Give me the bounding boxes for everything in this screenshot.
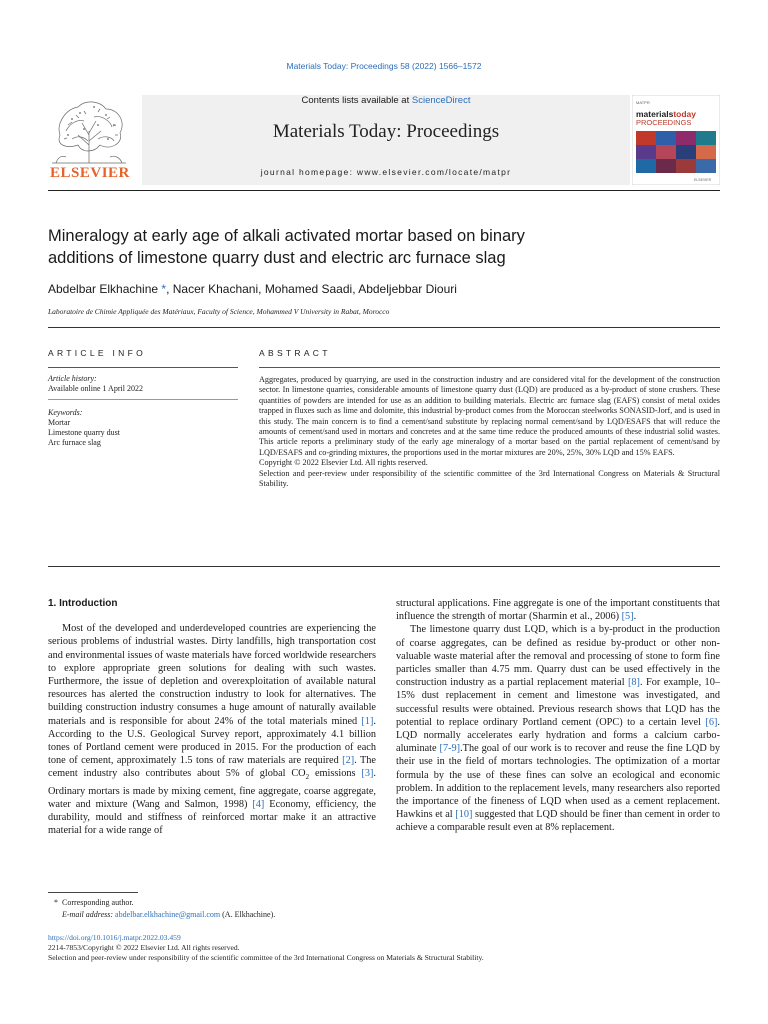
elsevier-tree-icon <box>48 95 130 165</box>
abstract-text: Aggregates, produced by quarrying, are used in the construction industry and are considered vital for the development of the construction sector. In limestone quarries, considerable amounts of limestone quarry dust (LQD) are produced as a by-product of stone crushers. These quantities of powders are intended for use as an addition to building materials. Electric arc furnace slag (EAFS) consist of metal oxides trapped in fluxes such as lime and dolomite, this industrial by-product comes from the Moroccan steelworks SONASID-Jorf, and is used in this study. The main concern is to find a cement/sand substitute by replacing normal cement/sand by LQD/ESAFS that will reduce the amounts of cement/sand used in mortars and concretes and at the same time reduce the produced amounts of these industrial solid wastes. This article reports a preliminary study of the early age mineralogy of a mortar based on the partial replacement of cement/sand by LQD/ESAFS and co-grinding mixtures, the proportions used in the mortar mixtures are 20%, 25%, 30% LQD and 15% EAFS. <box>259 375 720 457</box>
sciencedirect-link[interactable]: ScienceDirect <box>411 95 471 106</box>
header-rule <box>48 190 720 191</box>
keywords-label: Keywords: <box>48 408 83 417</box>
history-value: Available online 1 April 2022 <box>48 384 143 393</box>
section-heading-introduction: 1. Introduction <box>48 598 118 609</box>
reference-link[interactable]: [6] <box>705 716 718 728</box>
keywords-block <box>48 408 238 448</box>
bottom-matter <box>48 933 720 963</box>
email-label: E-mail address: <box>62 910 114 919</box>
title-line-1: Mineralogy at early age of alkali activated mortar based on binary <box>48 227 525 245</box>
intro-paragraph-continued <box>396 597 720 623</box>
text-span: The limestone quarry dust LQD, which is a by-product in the production of coarse aggregates, can be defined as residue by-product or other non-valuable waste material after the removal and processing of stone to form fine particles smaller than 4.75 mm. Quarry dust can be used effectively in the construction industry as a partial replacement material <box>396 624 720 689</box>
reference-link[interactable]: [4] <box>252 798 265 810</box>
text-span: . For example, 10–15% dust replacement in cement and limestone was investigated, and successful results were obtained. Previous research shows that LQD has the potential to replace ordinary Portland cement (OPC) to a certain level <box>396 677 720 728</box>
text-span: . Ordinary mortars is made by mixing cement, fine aggregate, coarse aggregate, water and mixture (Wang and Salmon, 1998) <box>48 768 376 810</box>
journal-header-band <box>142 95 630 185</box>
author-list <box>48 282 457 296</box>
article-info-heading: ARTICLE INFO <box>48 348 147 358</box>
footnote-rule <box>48 892 138 893</box>
footnote-email-line <box>62 909 448 921</box>
co2-subscript: 2 <box>305 773 310 782</box>
text-span: . The cement industry also contributes about 5% of global CO <box>48 755 376 780</box>
journal-citation[interactable]: Materials Today: Proceedings 58 (2022) 1566–1572 <box>286 61 482 71</box>
journal-homepage[interactable]: journal homepage: www.elsevier.com/locate/matpr <box>260 167 512 177</box>
text-span: . According to the U.S. Geological Survey report, approximately 4.1 billion tones of Portland cement were produced in 2015. For the production of each tone of cement, approximately 1.5 tons of raw materials are required <box>48 715 376 767</box>
article-info-rule <box>48 367 238 368</box>
masthead <box>48 95 720 185</box>
reference-link[interactable]: [8] <box>627 677 640 689</box>
affiliation-rule <box>48 327 720 328</box>
footnote-text: Corresponding author. <box>62 898 134 907</box>
doi-link[interactable]: https://doi.org/10.1016/j.matpr.2022.03.459 <box>48 933 181 942</box>
keyword-item: Limestone quarry dust <box>48 428 120 437</box>
intro-paragraph-2 <box>396 623 720 834</box>
abstract-bottom-rule <box>48 566 720 567</box>
corresponding-author-mark[interactable]: * <box>161 282 167 296</box>
bottom-selection: Selection and peer-review under responsibility of the scientific committee of the 3rd International Congress on Materials & Structural Stability. <box>48 953 484 962</box>
affiliation: Laboratoire de Chimie Appliquée des Matériaux, Faculty of Science, Mohammed V University in Rabat, Morocco <box>48 307 390 316</box>
issn-line: 2214-7853/Copyright © 2022 Elsevier Ltd. All rights reserved. <box>48 943 240 952</box>
text-span: Most of the developed and underdeveloped countries are experiencing the serious problems of industrial wastes. Dirty landfills, high transportation cost and environmental issues of waste materials have forced worldwide researchers to explore appropriate green solutions for dealing with such wastes. Furthermore, the issue of depletion and overexploitation of available natural resources has alerted the construction industry to look for alternatives. The building construction industry consumes a huge amount of naturally available materials and is responsible for about 24% of the total materials mined <box>48 623 376 727</box>
other-authors: , Nacer Khachani, Mohamed Saadi, Abdeljebbar Diouri <box>166 282 457 296</box>
reference-link[interactable]: [5] <box>621 611 634 623</box>
abstract-rule <box>259 367 720 368</box>
text-span: .The goal of our work is to recover and reuse the fine LQD by their use in the field of mortars technologies. The optimization of a mortar formula by the use of these fines can solve an ecological and economic problem. In addition to the replacement levels, many researchers also reported the importance of the fineness of LQD when used as a cement replacement. Hawkins et al <box>396 743 720 821</box>
right-column <box>396 597 720 835</box>
cover-title-line2: PROCEEDINGS <box>636 118 692 127</box>
reference-link[interactable]: [2] <box>342 755 355 767</box>
reference-link[interactable]: [3] <box>361 768 374 780</box>
footnote <box>48 897 448 921</box>
reference-link[interactable]: [1] <box>361 715 374 727</box>
email-link[interactable]: abdelbar.elkhachine@gmail.com <box>115 910 221 919</box>
contents-line <box>142 95 630 106</box>
abstract-body <box>259 375 720 489</box>
text-span: emissions <box>309 768 362 780</box>
svg-text:MATPR: MATPR <box>636 100 650 105</box>
text-span: suggested that LQD should be finer than cement in order to achieve a comparable result even at 8% replacement. <box>396 809 720 834</box>
text-span: Economy, efficiency, the durability, mould and stiffness of reinforced mortar make it an attractive material for a wide range of <box>48 798 376 837</box>
text-span: . LQD normally accelerates early hydration and forms a calcium carbo-aluminate <box>396 716 720 755</box>
reference-link[interactable]: [7-9] <box>439 743 461 755</box>
history-label: Article history: <box>48 374 97 383</box>
elsevier-wordmark: ELSEVIER <box>50 165 130 181</box>
history-rule <box>48 399 238 400</box>
text-span: . <box>633 611 637 623</box>
journal-cover-thumbnail[interactable] <box>632 95 720 185</box>
abstract-heading: ABSTRACT <box>259 348 331 358</box>
keyword-item: Mortar <box>48 418 71 427</box>
svg-text:ELSEVIER: ELSEVIER <box>694 178 712 182</box>
footnote-mark: * <box>54 898 58 907</box>
article-history <box>48 374 238 394</box>
journal-title: Materials Today: Proceedings <box>272 121 500 142</box>
article-title <box>48 225 688 269</box>
title-line-2: additions of limestone quarry dust and electric arc furnace slag <box>48 249 506 267</box>
cover-title-line1: materialstoday <box>636 109 697 119</box>
contents-prefix: Contents lists available at <box>301 95 412 106</box>
elsevier-logo[interactable] <box>48 95 130 185</box>
abstract-selection: Selection and peer-review under responsibility of the scientific committee of the 3rd International Congress on Materials & Structural Stability. <box>259 468 720 489</box>
abstract-copyright: Copyright © 2022 Elsevier Ltd. All rights reserved. <box>259 458 428 468</box>
author-1: Abdelbar Elkhachine <box>48 282 159 296</box>
email-suffix: (A. Elkhachine). <box>222 910 276 919</box>
reference-link[interactable]: [10] <box>455 809 473 821</box>
footnote-corresponding <box>48 897 448 909</box>
keyword-item: Arc furnace slag <box>48 438 101 447</box>
intro-paragraph-1 <box>48 622 376 837</box>
left-column <box>48 597 376 838</box>
text-span: structural applications. Fine aggregate is one of the important constituents that influence the strength of mortar (Sharmin et al., 2006) <box>396 598 720 623</box>
